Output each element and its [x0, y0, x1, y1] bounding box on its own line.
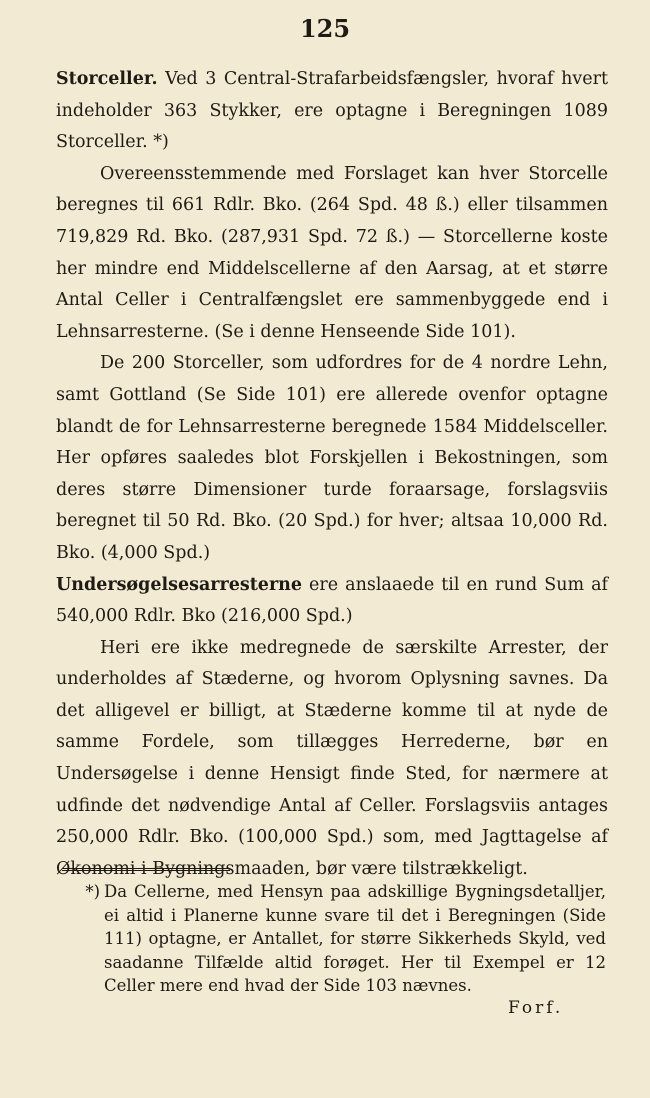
paragraph-text: ere anslaaede til en rund Sum af 540,000 Rdlr. Bko (216,000 Spd.)	[56, 574, 608, 627]
page-number: 125	[299, 14, 351, 43]
section-heading: Storceller.	[56, 69, 158, 89]
footnote-text: Da Cellerne, med Hensyn paa adskillige Bygningsdetalljer, ei altid i Planerne kunne svare til det i Beregningen (Side 111) optagne, er Antallet, for større Sikkerheds Skyld, ved saadanne Tilfælde altid forøget. Her til Exempel er 12 Celler mere end hvad der Side 103 nævnes.	[104, 882, 606, 996]
paragraph-text: Overeensstemmende med Forslaget kan hver Storcelle beregnes til 661 Rdlr. Bko. (264 Spd. 48 ß.) eller tilsammen 719,829 Rd. Bko. (287,931 Spd. 72 ß.) — Storcellerne koste her mindre end Middelscellerne af den Aarsag, at et større Antal Celler i Centralfængslet ere sammenbyggede end i Lehnsarresterne. (Se i denne Henseende Side 101).	[56, 163, 608, 342]
catchword: Forf.	[508, 998, 564, 1018]
body-text	[56, 64, 608, 885]
paragraph-text: De 200 Storceller, som udfordres for de 4 nordre Lehn, samt Gottland (Se Side 101) ere allerede ovenfor optagne blandt de for Lehnsarresterne beregnede 1584 Middelsceller. Her opføres saaledes blot Forskjellen i Bekostningen, som deres større Dimensioner turde foraarsage, forslagsviis beregnet til 50 Rd. Bko. (20 Spd.) for hver; altsaa 10,000 Rd. Bko. (4,000 Spd.)	[56, 353, 608, 563]
paragraph	[56, 159, 608, 349]
footnote	[84, 880, 606, 998]
paragraph	[56, 348, 608, 569]
paragraph	[56, 64, 608, 159]
paragraph-text: Heri ere ikke medregnede de særskilte Arrester, der underholdes af Stæderne, og hvorom Oplysning savnes. Da det alligevel er billigt, at Stæderne komme til at nyde de samme Fordele, som tillægges Herrederne, bør en Undersøgelse i denne Hensigt finde Sted, for nærmere at udfinde det nødvendige Antal af Celler. Forslagsviis antages 250,000 Rdlr. Bko. (100,000 Spd.) som, med Jagttagelse af Økonomi i Bygningsmaaden, bør være tilstrækkeligt.	[56, 637, 608, 879]
paragraph-text: Ved 3 Central-Strafarbeidsfængsler, hvoraf hvert indeholder 363 Stykker, ere optagne i Beregningen 1089 Storceller. *)	[56, 69, 608, 153]
section-heading: Undersøgelsesarresterne	[56, 574, 303, 595]
paragraph	[56, 633, 608, 886]
footnote-rule	[62, 868, 230, 871]
footnote-marker: *)	[85, 882, 100, 901]
paragraph	[56, 570, 608, 633]
